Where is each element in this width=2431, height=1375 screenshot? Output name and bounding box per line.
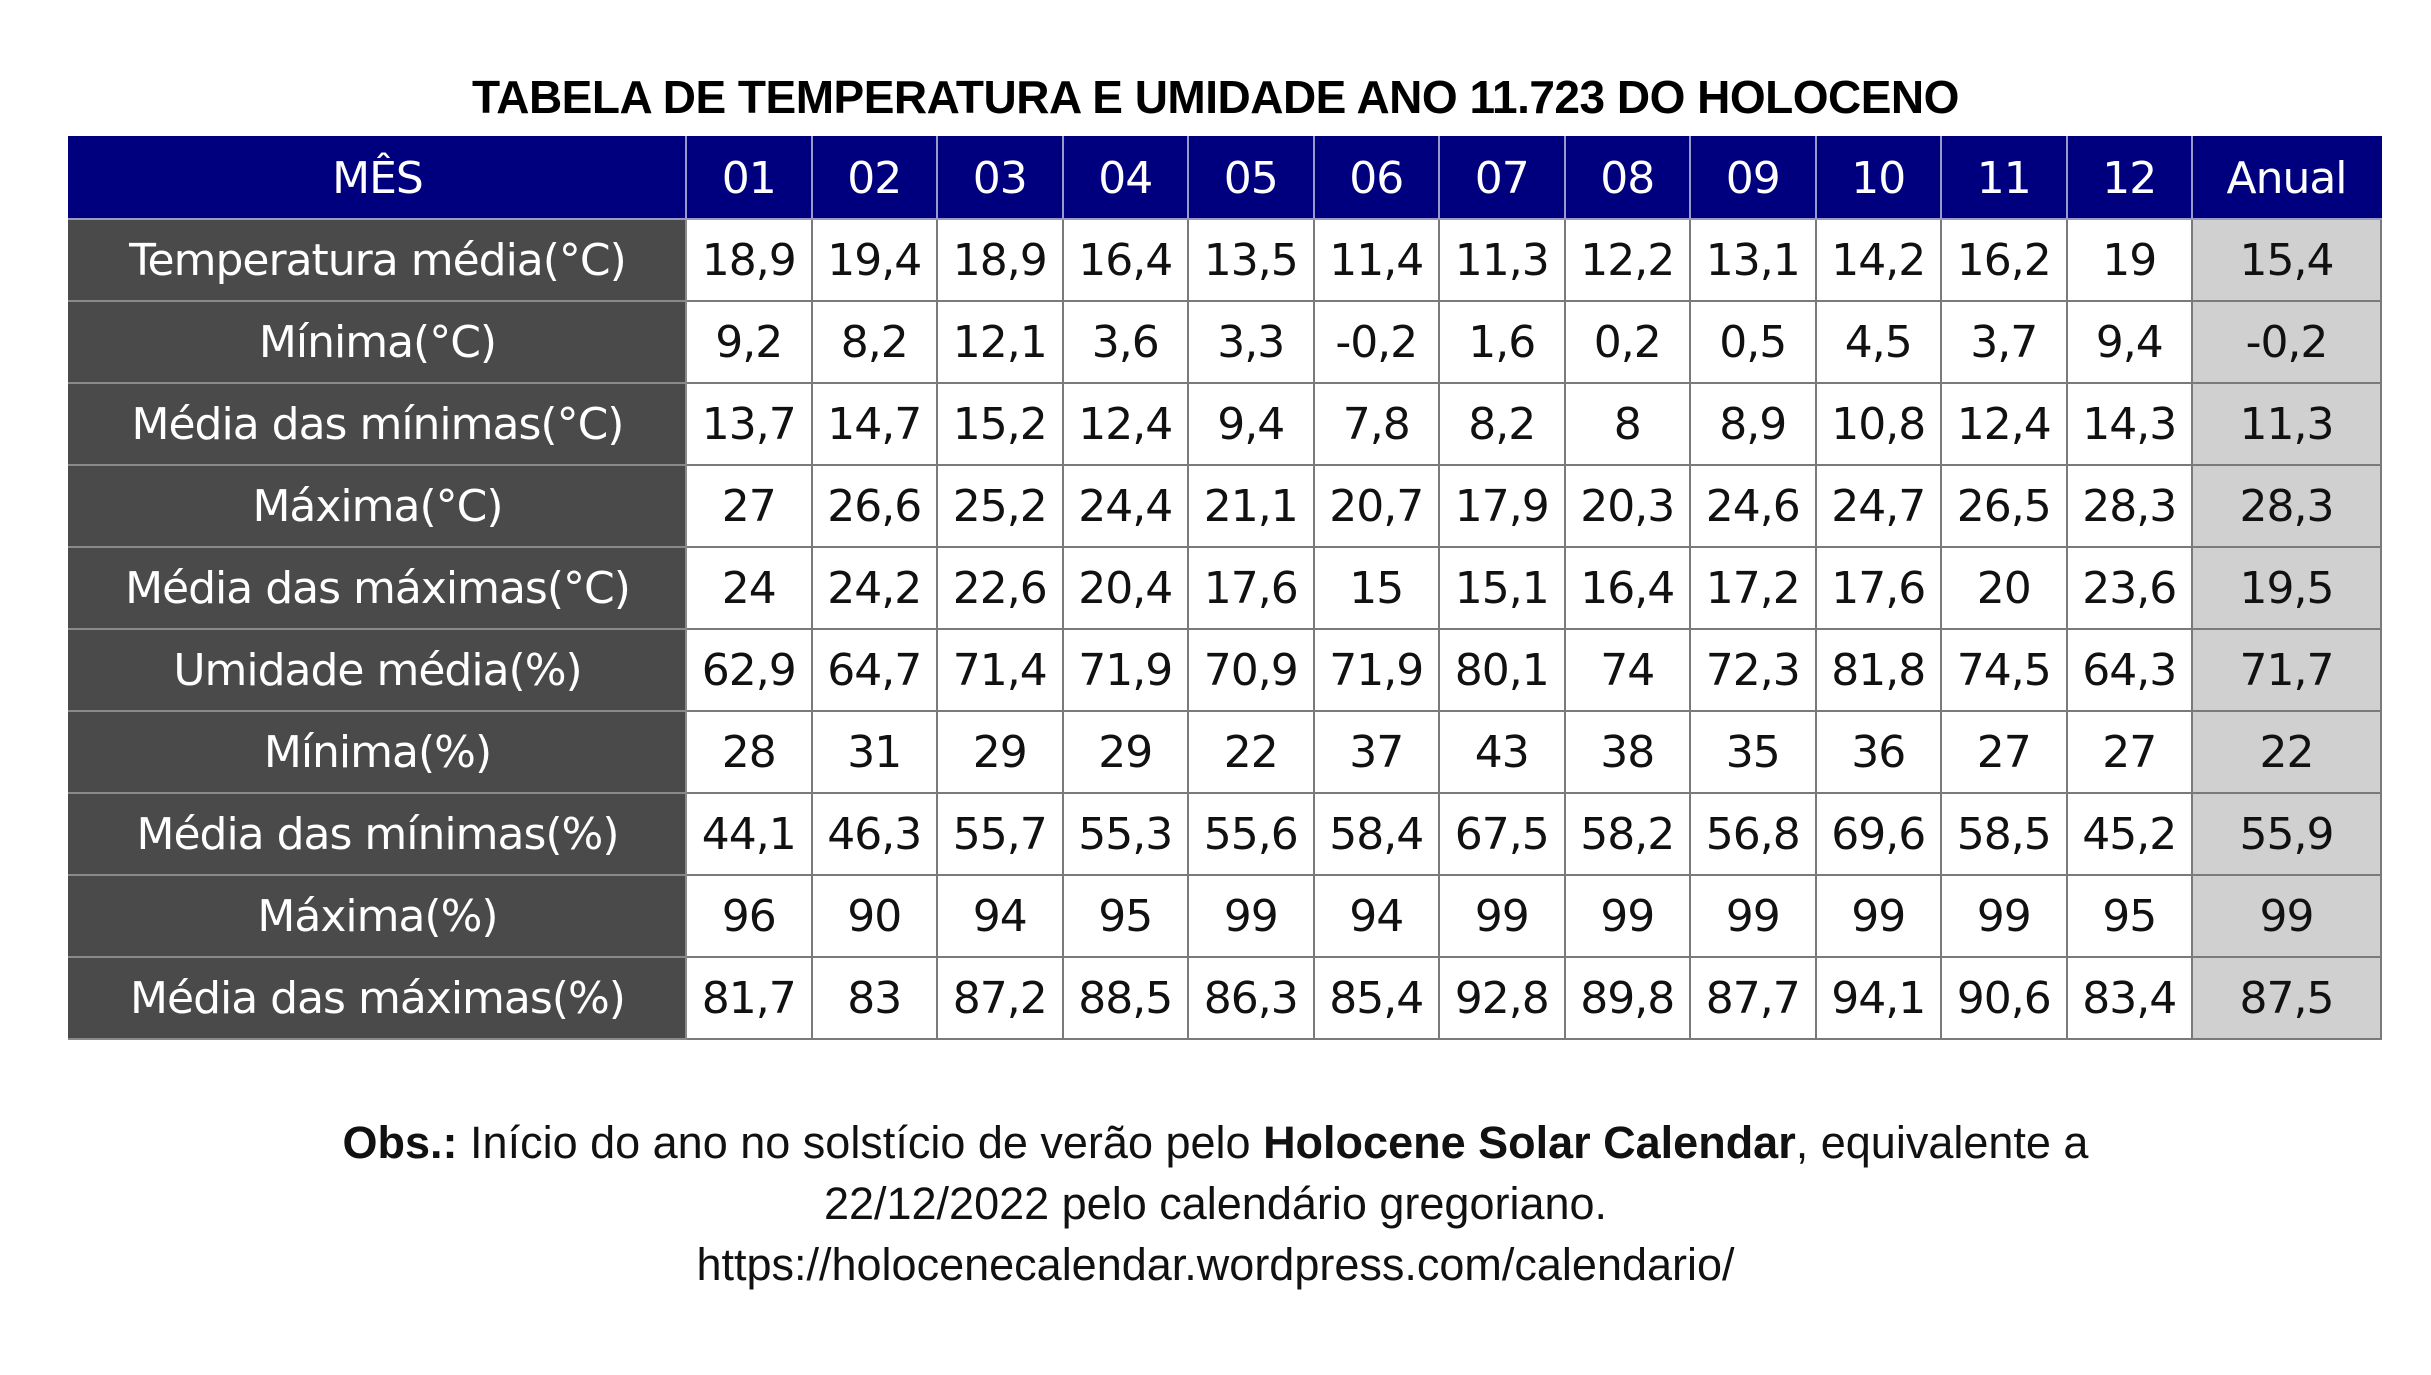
value-cell: 99 — [1188, 875, 1314, 957]
value-cell: 16,4 — [1063, 219, 1189, 301]
value-cell: 14,7 — [812, 383, 938, 465]
header-month-04: 04 — [1063, 137, 1189, 219]
value-cell: 3,6 — [1063, 301, 1189, 383]
value-cell: 24 — [686, 547, 812, 629]
value-cell: 45,2 — [2067, 793, 2193, 875]
value-cell: 20,4 — [1063, 547, 1189, 629]
value-cell: 12,2 — [1565, 219, 1691, 301]
header-month-06: 06 — [1314, 137, 1440, 219]
value-cell: 69,6 — [1816, 793, 1942, 875]
value-cell: 72,3 — [1690, 629, 1816, 711]
header-month-05: 05 — [1188, 137, 1314, 219]
annual-value-cell: 22 — [2192, 711, 2381, 793]
value-cell: 9,4 — [1188, 383, 1314, 465]
value-cell: 87,2 — [937, 957, 1063, 1039]
value-cell: 12,4 — [1063, 383, 1189, 465]
header-month-09: 09 — [1690, 137, 1816, 219]
annual-value-cell: -0,2 — [2192, 301, 2381, 383]
value-cell: 58,2 — [1565, 793, 1691, 875]
value-cell: 99 — [1565, 875, 1691, 957]
value-cell: 26,6 — [812, 465, 938, 547]
value-cell: 28 — [686, 711, 812, 793]
value-cell: 4,5 — [1816, 301, 1942, 383]
header-month-03: 03 — [937, 137, 1063, 219]
header-row — [69, 137, 2381, 219]
value-cell: 71,9 — [1314, 629, 1440, 711]
value-cell: 58,5 — [1941, 793, 2067, 875]
footnote-line-1 — [0, 1112, 2431, 1173]
value-cell: 26,5 — [1941, 465, 2067, 547]
value-cell: 7,8 — [1314, 383, 1440, 465]
obs-label: Obs.: — [342, 1117, 458, 1168]
value-cell: 8,9 — [1690, 383, 1816, 465]
value-cell: 13,7 — [686, 383, 812, 465]
value-cell: 55,6 — [1188, 793, 1314, 875]
table-row — [69, 629, 2381, 711]
value-cell: 27 — [2067, 711, 2193, 793]
value-cell: 83,4 — [2067, 957, 2193, 1039]
row-label: Umidade média(%) — [69, 629, 686, 711]
value-cell: 21,1 — [1188, 465, 1314, 547]
value-cell: 14,2 — [1816, 219, 1942, 301]
value-cell: 9,4 — [2067, 301, 2193, 383]
value-cell: 99 — [1816, 875, 1942, 957]
value-cell: 44,1 — [686, 793, 812, 875]
value-cell: 62,9 — [686, 629, 812, 711]
value-cell: 24,6 — [1690, 465, 1816, 547]
value-cell: 10,8 — [1816, 383, 1942, 465]
value-cell: 22,6 — [937, 547, 1063, 629]
value-cell: 19,4 — [812, 219, 938, 301]
value-cell: 74,5 — [1941, 629, 2067, 711]
value-cell: 29 — [937, 711, 1063, 793]
calendar-name: Holocene Solar Calendar — [1263, 1117, 1796, 1168]
value-cell: 92,8 — [1439, 957, 1565, 1039]
annual-value-cell: 87,5 — [2192, 957, 2381, 1039]
value-cell: 25,2 — [937, 465, 1063, 547]
value-cell: 71,9 — [1063, 629, 1189, 711]
header-month-08: 08 — [1565, 137, 1691, 219]
value-cell: 18,9 — [937, 219, 1063, 301]
value-cell: 15 — [1314, 547, 1440, 629]
value-cell: -0,2 — [1314, 301, 1440, 383]
temperature-humidity-table — [68, 136, 2382, 1040]
header-annual: Anual — [2192, 137, 2381, 219]
value-cell: 13,5 — [1188, 219, 1314, 301]
value-cell: 99 — [1690, 875, 1816, 957]
value-cell: 20 — [1941, 547, 2067, 629]
header-month-01: 01 — [686, 137, 812, 219]
value-cell: 74 — [1565, 629, 1691, 711]
value-cell: 8,2 — [1439, 383, 1565, 465]
value-cell: 17,6 — [1816, 547, 1942, 629]
footnote-text-1: Início do ano no solstício de verão pelo — [457, 1117, 1264, 1168]
value-cell: 95 — [1063, 875, 1189, 957]
row-label: Temperatura média(°C) — [69, 219, 686, 301]
row-label: Máxima(°C) — [69, 465, 686, 547]
value-cell: 1,6 — [1439, 301, 1565, 383]
row-label: Média das mínimas(%) — [69, 793, 686, 875]
value-cell: 90,6 — [1941, 957, 2067, 1039]
value-cell: 20,3 — [1565, 465, 1691, 547]
table-row — [69, 219, 2381, 301]
value-cell: 15,1 — [1439, 547, 1565, 629]
value-cell: 64,3 — [2067, 629, 2193, 711]
value-cell: 31 — [812, 711, 938, 793]
value-cell: 11,4 — [1314, 219, 1440, 301]
row-label: Média das máximas(%) — [69, 957, 686, 1039]
value-cell: 55,3 — [1063, 793, 1189, 875]
value-cell: 38 — [1565, 711, 1691, 793]
value-cell: 95 — [2067, 875, 2193, 957]
value-cell: 14,3 — [2067, 383, 2193, 465]
value-cell: 58,4 — [1314, 793, 1440, 875]
value-cell: 17,9 — [1439, 465, 1565, 547]
value-cell: 20,7 — [1314, 465, 1440, 547]
value-cell: 27 — [686, 465, 812, 547]
row-label: Máxima(%) — [69, 875, 686, 957]
value-cell: 71,4 — [937, 629, 1063, 711]
value-cell: 24,4 — [1063, 465, 1189, 547]
value-cell: 35 — [1690, 711, 1816, 793]
value-cell: 11,3 — [1439, 219, 1565, 301]
header-month-02: 02 — [812, 137, 938, 219]
value-cell: 70,9 — [1188, 629, 1314, 711]
value-cell: 12,1 — [937, 301, 1063, 383]
value-cell: 24,2 — [812, 547, 938, 629]
value-cell: 94 — [1314, 875, 1440, 957]
value-cell: 55,7 — [937, 793, 1063, 875]
value-cell: 17,2 — [1690, 547, 1816, 629]
table-row — [69, 957, 2381, 1039]
table-row — [69, 383, 2381, 465]
row-label: Média das máximas(°C) — [69, 547, 686, 629]
value-cell: 56,8 — [1690, 793, 1816, 875]
value-cell: 83 — [812, 957, 938, 1039]
value-cell: 94,1 — [1816, 957, 1942, 1039]
value-cell: 88,5 — [1063, 957, 1189, 1039]
table-row — [69, 793, 2381, 875]
table-row — [69, 547, 2381, 629]
header-month-11: 11 — [1941, 137, 2067, 219]
value-cell: 18,9 — [686, 219, 812, 301]
value-cell: 67,5 — [1439, 793, 1565, 875]
value-cell: 86,3 — [1188, 957, 1314, 1039]
row-label: Mínima(°C) — [69, 301, 686, 383]
table-row — [69, 301, 2381, 383]
value-cell: 13,1 — [1690, 219, 1816, 301]
value-cell: 46,3 — [812, 793, 938, 875]
value-cell: 99 — [1439, 875, 1565, 957]
value-cell: 12,4 — [1941, 383, 2067, 465]
annual-value-cell: 55,9 — [2192, 793, 2381, 875]
header-month-07: 07 — [1439, 137, 1565, 219]
value-cell: 27 — [1941, 711, 2067, 793]
header-month-12: 12 — [2067, 137, 2193, 219]
table-title: TABELA DE TEMPERATURA E UMIDADE ANO 11.723 DO HOLOCENO — [472, 71, 1959, 123]
value-cell: 29 — [1063, 711, 1189, 793]
value-cell: 8 — [1565, 383, 1691, 465]
footnote — [0, 1112, 2431, 1295]
value-cell: 23,6 — [2067, 547, 2193, 629]
value-cell: 64,7 — [812, 629, 938, 711]
table-row — [69, 875, 2381, 957]
header-month-label: MÊS — [69, 137, 686, 219]
value-cell: 28,3 — [2067, 465, 2193, 547]
annual-value-cell: 19,5 — [2192, 547, 2381, 629]
value-cell: 17,6 — [1188, 547, 1314, 629]
annual-value-cell: 99 — [2192, 875, 2381, 957]
value-cell: 81,7 — [686, 957, 812, 1039]
value-cell: 19 — [2067, 219, 2193, 301]
table-body — [69, 219, 2381, 1039]
footnote-text-2: , equivalente a — [1795, 1117, 2089, 1168]
value-cell: 36 — [1816, 711, 1942, 793]
value-cell: 89,8 — [1565, 957, 1691, 1039]
value-cell: 43 — [1439, 711, 1565, 793]
footnote-line-2: 22/12/2022 pelo calendário gregoriano. — [823, 1178, 1608, 1229]
value-cell: 99 — [1941, 875, 2067, 957]
header-month-10: 10 — [1816, 137, 1942, 219]
row-label: Mínima(%) — [69, 711, 686, 793]
value-cell: 80,1 — [1439, 629, 1565, 711]
annual-value-cell: 11,3 — [2192, 383, 2381, 465]
value-cell: 94 — [937, 875, 1063, 957]
value-cell: 9,2 — [686, 301, 812, 383]
footnote-url: https://holocenecalendar.wordpress.com/calendario/ — [696, 1239, 1735, 1290]
annual-value-cell: 15,4 — [2192, 219, 2381, 301]
annual-value-cell: 28,3 — [2192, 465, 2381, 547]
value-cell: 16,4 — [1565, 547, 1691, 629]
value-cell: 3,3 — [1188, 301, 1314, 383]
table-row — [69, 711, 2381, 793]
value-cell: 15,2 — [937, 383, 1063, 465]
value-cell: 22 — [1188, 711, 1314, 793]
row-label: Média das mínimas(°C) — [69, 383, 686, 465]
value-cell: 24,7 — [1816, 465, 1942, 547]
value-cell: 16,2 — [1941, 219, 2067, 301]
value-cell: 90 — [812, 875, 938, 957]
value-cell: 0,2 — [1565, 301, 1691, 383]
value-cell: 96 — [686, 875, 812, 957]
value-cell: 37 — [1314, 711, 1440, 793]
annual-value-cell: 71,7 — [2192, 629, 2381, 711]
value-cell: 3,7 — [1941, 301, 2067, 383]
value-cell: 87,7 — [1690, 957, 1816, 1039]
value-cell: 8,2 — [812, 301, 938, 383]
table-row — [69, 465, 2381, 547]
value-cell: 81,8 — [1816, 629, 1942, 711]
value-cell: 0,5 — [1690, 301, 1816, 383]
value-cell: 85,4 — [1314, 957, 1440, 1039]
